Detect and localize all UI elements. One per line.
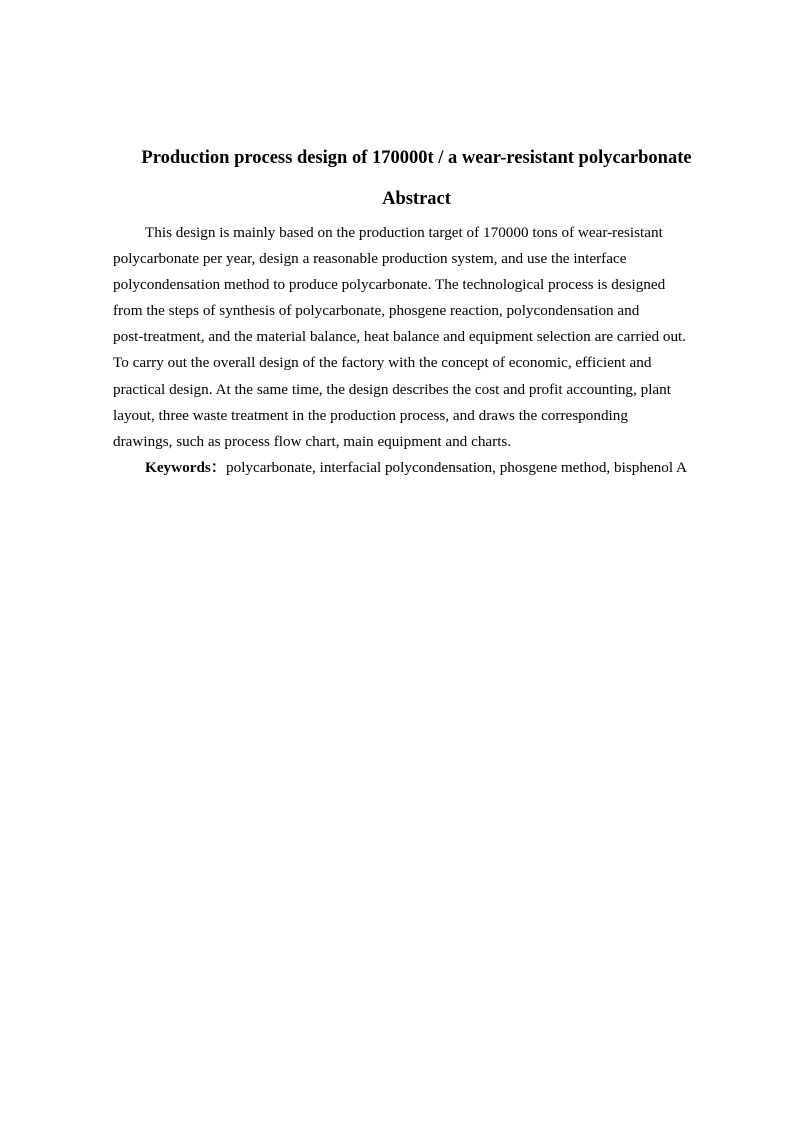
keywords-label: Keywords： [145, 458, 226, 476]
abstract-body [113, 222, 723, 483]
abstract-line: polycarbonate per year, design a reasonable production system, and use the interface [113, 250, 627, 268]
abstract-line: This design is mainly based on the production target of 170000 tons of wear-resistant [145, 224, 663, 241]
abstract-line: To carry out the overall design of the factory with the concept of economic, efficient and [113, 354, 652, 372]
keywords-line [113, 457, 723, 483]
abstract-line: from the steps of synthesis of polycarbonate, phosgene reaction, polycondensation and [113, 302, 640, 320]
abstract-line: drawings, such as process flow chart, main equipment and charts. [113, 432, 512, 450]
abstract-line: practical design. At the same time, the design describes the cost and profit accounting, plant [113, 380, 671, 398]
abstract-line: post-treatment, and the material balance, heat balance and equipment selection are carried out. [113, 328, 687, 346]
keywords-text: polycarbonate, interfacial polycondensation, phosgene method, bisphenol A [226, 458, 687, 476]
document-title: Production process design of 170000t / a wear-resistant polycarbonate [141, 148, 692, 168]
abstract-heading: Abstract [382, 189, 451, 209]
abstract-line: polycondensation method to produce polycarbonate. The technological process is designed [113, 276, 666, 294]
abstract-line: layout, three waste treatment in the production process, and draws the corresponding [113, 406, 628, 424]
